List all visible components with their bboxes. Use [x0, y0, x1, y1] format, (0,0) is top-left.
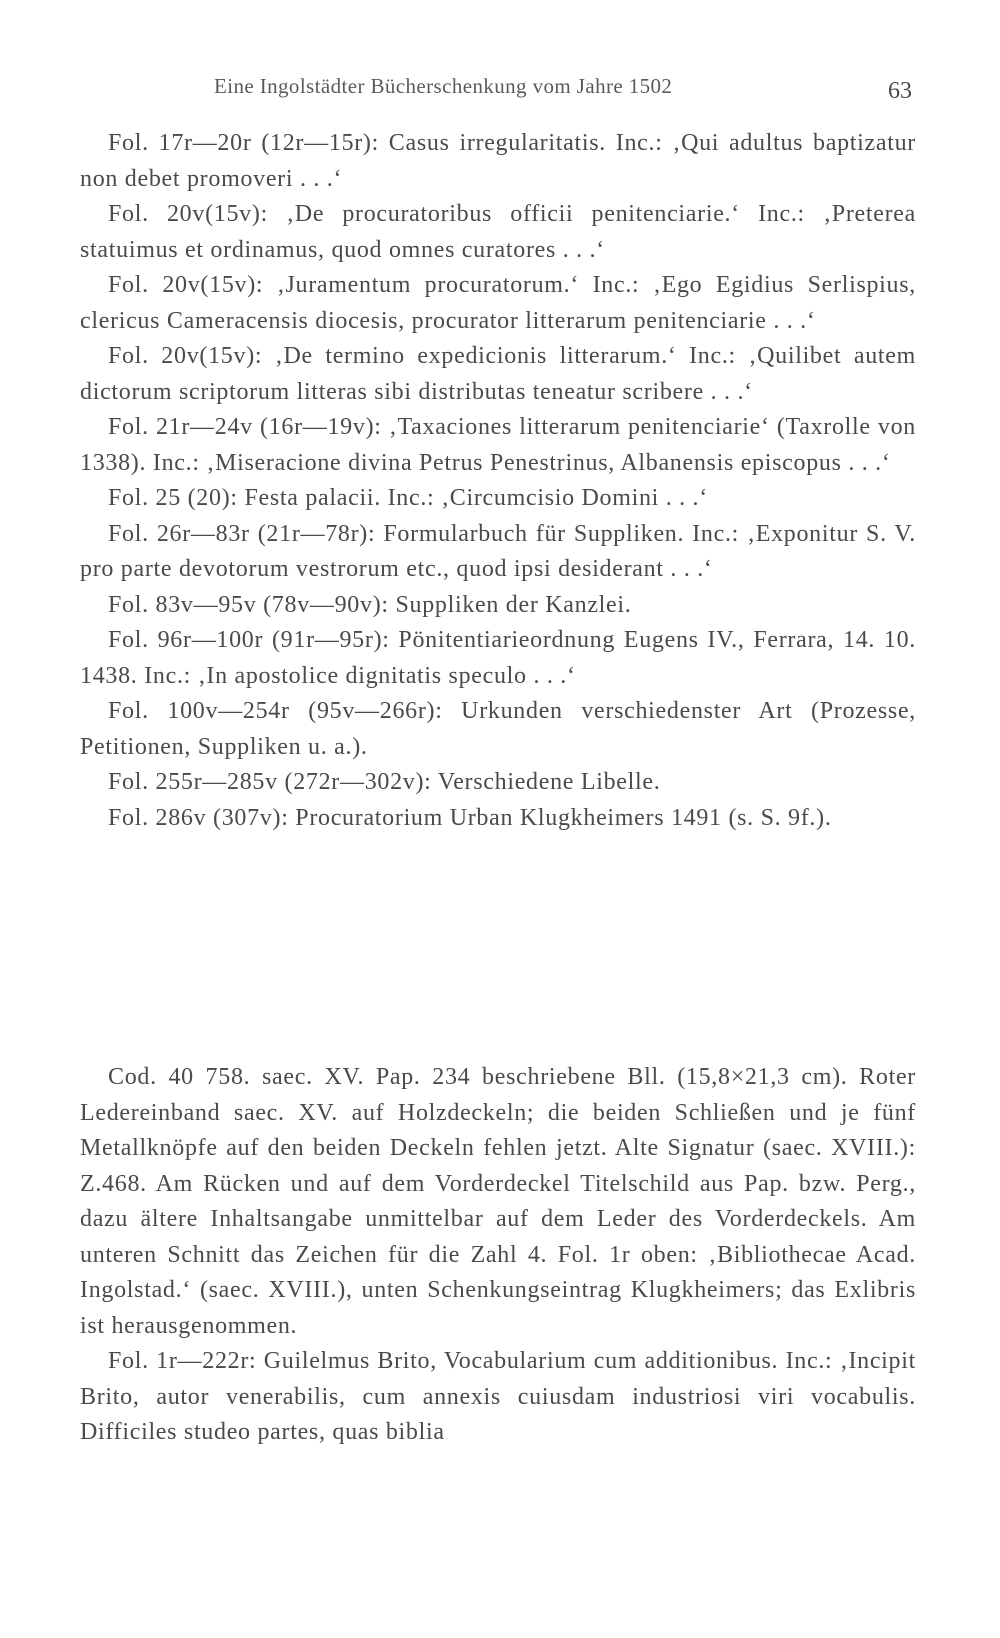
folio-entry: Fol. 96r—100r (91r—95r): Pönitentiarieordnung Eugens IV., Ferrara, 14. 10. 1438. Inc.: ‚In apostolice dignitatis speculo . . .‘	[80, 627, 916, 689]
folio-entry: Fol. 286v (307v): Procuratorium Urban Klugkheimers 1491 (s. S. 9f.).	[108, 804, 832, 831]
folio-entry: Fol. 20v(15v): ‚Juramentum procuratorum.‘ Inc.: ‚Ego Egidius Serlispius, clericus Cameracensis diocesis, procurator litterarum penitenciarie . . .‘	[80, 272, 916, 334]
folio-entries	[80, 126, 916, 836]
page-number: 63	[888, 78, 912, 104]
folio-entry: Fol. 20v(15v): ‚De termino expedicionis litterarum.‘ Inc.: ‚Quilibet autem dictorum scriptorum litteras sibi distributas teneatur scribere . . .‘	[80, 343, 916, 405]
folio-entry: Fol. 21r—24v (16r—19v): ‚Taxaciones litterarum penitenciarie‘ (Taxrolle von 1338). Inc.: ‚Miseracione divina Petrus Penestrinus, Albanensis episcopus . . .‘	[80, 414, 916, 476]
folio-entry: Fol. 26r—83r (21r—78r): Formularbuch für Suppliken. Inc.: ‚Exponitur S. V. pro parte devotorum vestrorum etc., quod ipsi desiderant . . .‘	[80, 520, 916, 582]
folio-entry: Fol. 83v—95v (78v—90v): Suppliken der Kanzlei.	[108, 591, 632, 618]
codex-paragraph: Cod. 40 758. saec. XV. Pap. 234 beschriebene Bll. (15,8×21,3 cm). Roter Ledereinband saec. XV. auf Holzdeckeln; die beiden Schließen und je fünf Metallknöpfe auf den beiden Deckeln fehlen jetzt. Alte Signatur (saec. XVIII.): Z.468. Am Rücken und auf dem Vorderdeckel Titelschild aus Pap. bzw. Perg., dazu ältere Inhaltsangabe unmittelbar auf dem Leder des Vorderdeckels. Am unteren Schnitt das Zeichen für die Zahl 4. Fol. 1r oben: ‚Bibliothecae Acad. Ingolstad.‘ (saec. XVIII.), unten Schenkungseintrag Klugkheimers; das Exlibris ist herausgenommen.	[80, 1064, 916, 1339]
running-title: Eine Ingolstädter Bücherschenkung vom Jahre 1502	[214, 74, 673, 98]
codex-description	[80, 1060, 916, 1451]
folio-entry: Fol. 17r—20r (12r—15r): Casus irregularitatis. Inc.: ‚Qui adultus baptizatur non debet promoveri . . .‘	[80, 130, 916, 192]
folio-entry: Fol. 100v—254r (95v—266r): Urkunden verschiedenster Art (Prozesse, Petitionen, Suppliken u. a.).	[80, 698, 916, 760]
folio-entry: Fol. 20v(15v): ‚De procuratoribus officii penitenciarie.‘ Inc.: ‚Preterea statuimus et ordinamus, quod omnes curatores . . .‘	[80, 201, 916, 263]
folio-entry: Fol. 255r—285v (272r—302v): Verschiedene Libelle.	[108, 769, 661, 795]
running-header	[214, 74, 912, 110]
folio-entry: Fol. 25 (20): Festa palacii. Inc.: ‚Circumcisio Domini . . .‘	[108, 485, 708, 511]
codex-paragraph: Fol. 1r—222r: Guilelmus Brito, Vocabularium cum additionibus. Inc.: ‚Incipit Brito, autor venerabilis, cum annexis cuiusdam industriosi viri vocabulis. Difficiles studeo partes, quas biblia	[80, 1348, 916, 1445]
